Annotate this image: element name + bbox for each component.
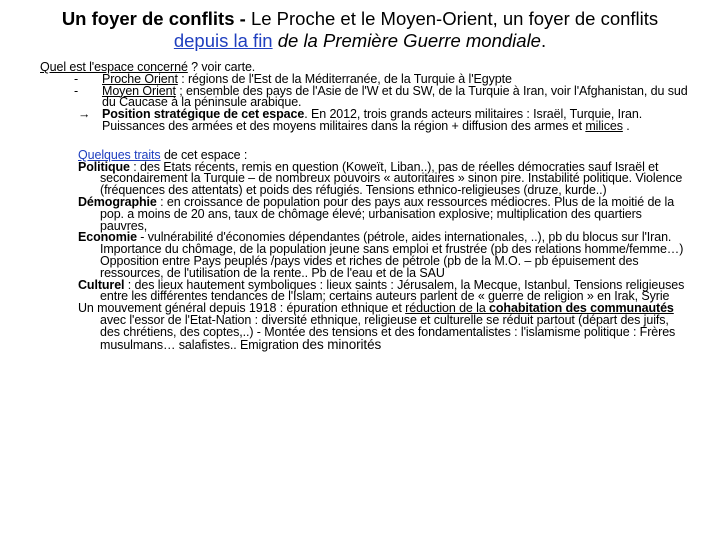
section-text: - vulnérabilité d'économies dépendantes (pétrole, aides internationales, ..), pb du blocus sur l'Iran. Importance du chômage, de la population jeune sans emploi et frustrée (pb des relations homme/femme…) Opposition entre Pays peuplés /pays vides et riches de pétrole (pb de la M.O. – pb épuisement des ressources, de l'utilisation de la rente.. Pb de l'eau et de la SAU: [100, 230, 684, 280]
title-end: .: [540, 30, 547, 51]
position-text: . En 2012, trois grands acteurs militaires : Israël, Turquie, Iran. Puissances des armées et des moyens militaires dans la région + diffusion des armes et: [102, 107, 643, 133]
bullet-text: : régions de l'Est de la Méditerranée, de la Turquie à l'Egypte: [177, 71, 512, 86]
final-text: avec l'essor de l'Etat-Nation : diversité ethnique, religieuse et culturelle se réduit partout (départ des juifs, des chrétiens, des coptes,..) - Montée des tensions et des fondamentalistes : l'islamisme politique : Frères musulmans… salafistes.. Emigration: [100, 312, 676, 352]
section-text: : des Etats récents, remis en question (Koweït, Liban..), pas de réelles démocraties sauf Israël et secondairement la Turquie – de nombreux pouvoirs « autoritaires » sinon pire. Instabilité politique. Violence (fréquences des attentats) et poids des réfugiés. Tensions ethnico-religieuses (druze, kurde..): [100, 159, 683, 198]
position-bold: Position stratégique de cet espace: [102, 107, 305, 122]
section-culturel: [40, 277, 690, 304]
position-strategique: [40, 109, 690, 133]
final-bold-underlined: cohabitation des communautés: [489, 301, 674, 316]
section-politique: [40, 159, 690, 198]
section-label: Economie: [78, 230, 137, 245]
bullet-marker: -: [74, 83, 79, 98]
slide-body: [40, 62, 690, 351]
position-end: .: [622, 118, 630, 133]
arrow-icon: →: [78, 107, 91, 122]
bullet-term: Proche Orient: [102, 71, 178, 86]
section-label: Politique: [78, 159, 130, 174]
section-label: Démographie: [78, 194, 157, 209]
title-bold: Un foyer de conflits -: [61, 8, 246, 29]
final-big: des minorités: [302, 336, 382, 352]
slide-title: [40, 8, 680, 52]
section-label: Culturel: [78, 277, 125, 292]
intro-rest: ? voir carte.: [187, 60, 256, 74]
section-demographie: [40, 194, 690, 233]
title-italic: de la Première Guerre mondiale: [277, 30, 541, 51]
bullet-marker: -: [74, 71, 79, 86]
bullet-text: ; ensemble des pays de l'Asie de l'W et du SW, de la Turquie à Iran, voir l'Afghanistan, du sud du Caucase à la péninsule arabique.: [102, 83, 688, 110]
section-text: : en croissance de population pour des pays aux ressources médiocres. Plus de la moitié de la pop. a moins de 20 ans, taux de chômage élevé; urbanisation explosive; multiplication des quartiers pauvres,: [100, 194, 675, 233]
position-underlined: milices: [585, 118, 623, 133]
section-text: : des lieux hautement symboliques : lieux saints : Jérusalem, la Mecque, Istanbul. Tensions religieuses entre les différentes tendances de l'Islam; certains auteurs parlent de « guerre de religion » en Irak, Syrie: [100, 277, 685, 304]
bullet-moyen-orient: [40, 83, 690, 110]
final-underlined: réduction de la: [405, 301, 490, 316]
section-economie: [40, 232, 690, 279]
final-paragraph: [40, 303, 690, 351]
title-part1: Le Proche et le Moyen-Orient, un foyer de conflits: [245, 8, 659, 29]
bullet-term: Moyen Orient: [102, 83, 176, 98]
title-link[interactable]: depuis la fin: [173, 30, 273, 51]
traits-rest: de cet espace :: [160, 147, 248, 162]
traits-link[interactable]: Quelques traits: [78, 147, 161, 162]
final-start: Un mouvement général depuis 1918 : épuration ethnique et: [78, 301, 406, 316]
intro-question-text: Quel est l'espace concerné: [40, 60, 188, 74]
